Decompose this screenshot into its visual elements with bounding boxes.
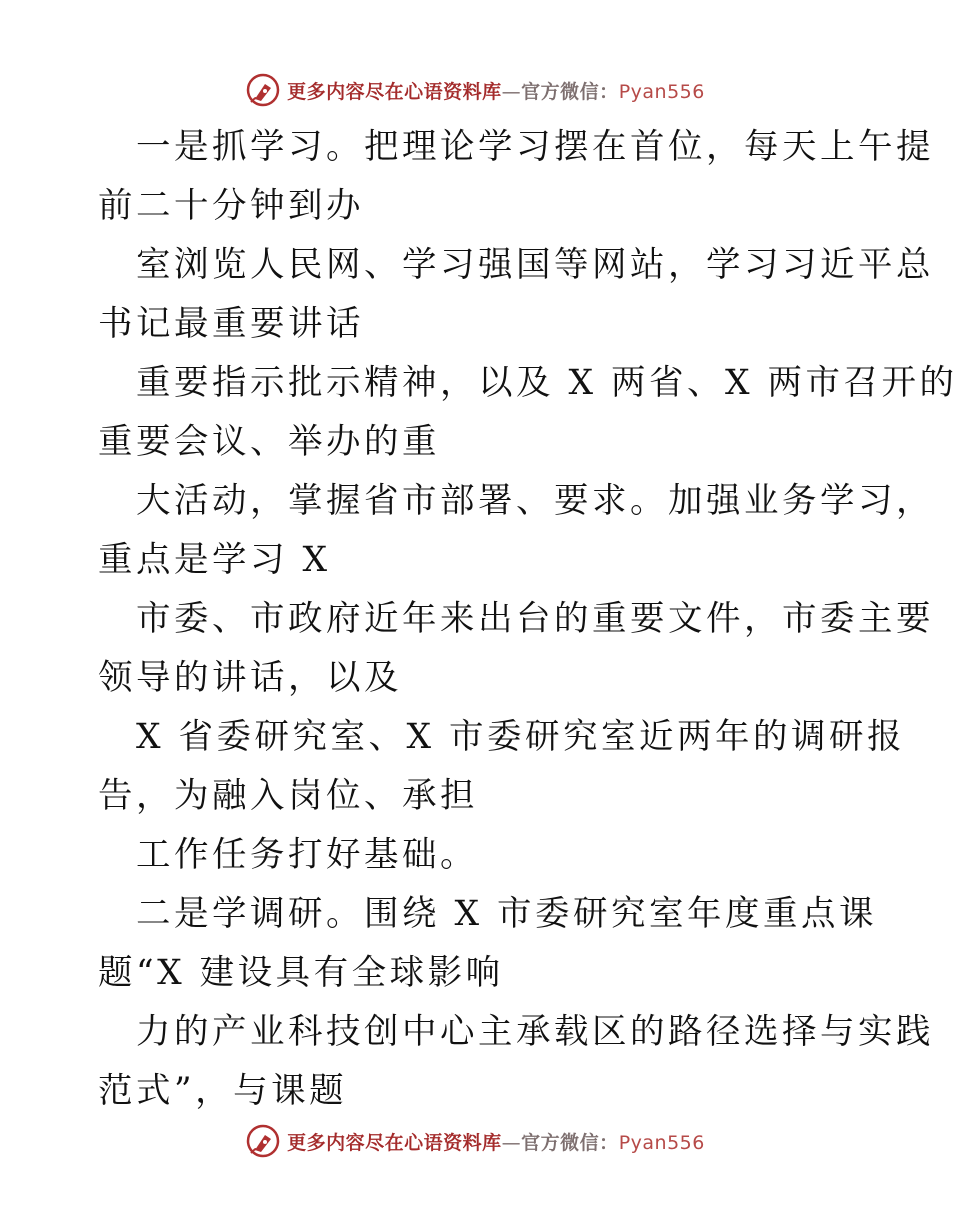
header-brand: 更多内容尽在心语资料库 — [287, 80, 502, 103]
body-line: 工作任务打好基础。 — [136, 835, 478, 875]
header-text — [287, 77, 705, 104]
footer-separator: — — [501, 1131, 522, 1154]
body-line: 力的产业科技创中心主承载区的路径选择与实践 — [136, 1012, 934, 1052]
body-line: 书记最重要讲话 — [98, 304, 364, 344]
body-line: 一是抓学习。把理论学习摆在首位，每天上午提 — [136, 127, 934, 167]
header-wechat-id: Pyan556 — [618, 80, 705, 103]
body-line: 二是学调研。围绕 X 市委研究室年度重点课 — [136, 894, 877, 934]
body-line: 告，为融入岗位、承担 — [98, 776, 478, 816]
footer-banner — [0, 1121, 950, 1161]
footer-text — [287, 1128, 705, 1155]
body-line: 重要指示批示精神，以及 X 两省、X 两市召开的 — [136, 363, 958, 403]
body-line: 前二十分钟到办 — [98, 186, 364, 226]
body-line: X 省委研究室、X 市委研究室近两年的调研报 — [136, 717, 906, 757]
body-line: 范式”，与课题 — [98, 1071, 348, 1111]
body-line: 重要会议、举办的重 — [98, 422, 440, 462]
body-line: 室浏览人民网、学习强国等网站，学习习近平总 — [136, 245, 934, 285]
body-line: 市委、市政府近年来出台的重要文件，市委主要 — [136, 599, 934, 639]
body-line: 重点是学习 X — [98, 540, 331, 580]
footer-brand: 更多内容尽在心语资料库 — [287, 1131, 502, 1154]
header-separator: — — [501, 80, 522, 103]
footer-wechat-id: Pyan556 — [618, 1131, 705, 1154]
body-line: 领导的讲话，以及 — [98, 658, 402, 698]
body-line: 题“X 建设具有全球影响 — [98, 953, 504, 993]
header-banner — [0, 70, 950, 110]
body-line: 大活动，掌握省市部署、要求。加强业务学习， — [136, 481, 934, 521]
document-body — [98, 118, 958, 1121]
pen-nib-circle-icon — [245, 72, 281, 108]
pen-nib-circle-icon — [245, 1123, 281, 1159]
footer-wechat-label: 官方微信： — [521, 1131, 619, 1154]
header-wechat-label: 官方微信： — [521, 80, 619, 103]
